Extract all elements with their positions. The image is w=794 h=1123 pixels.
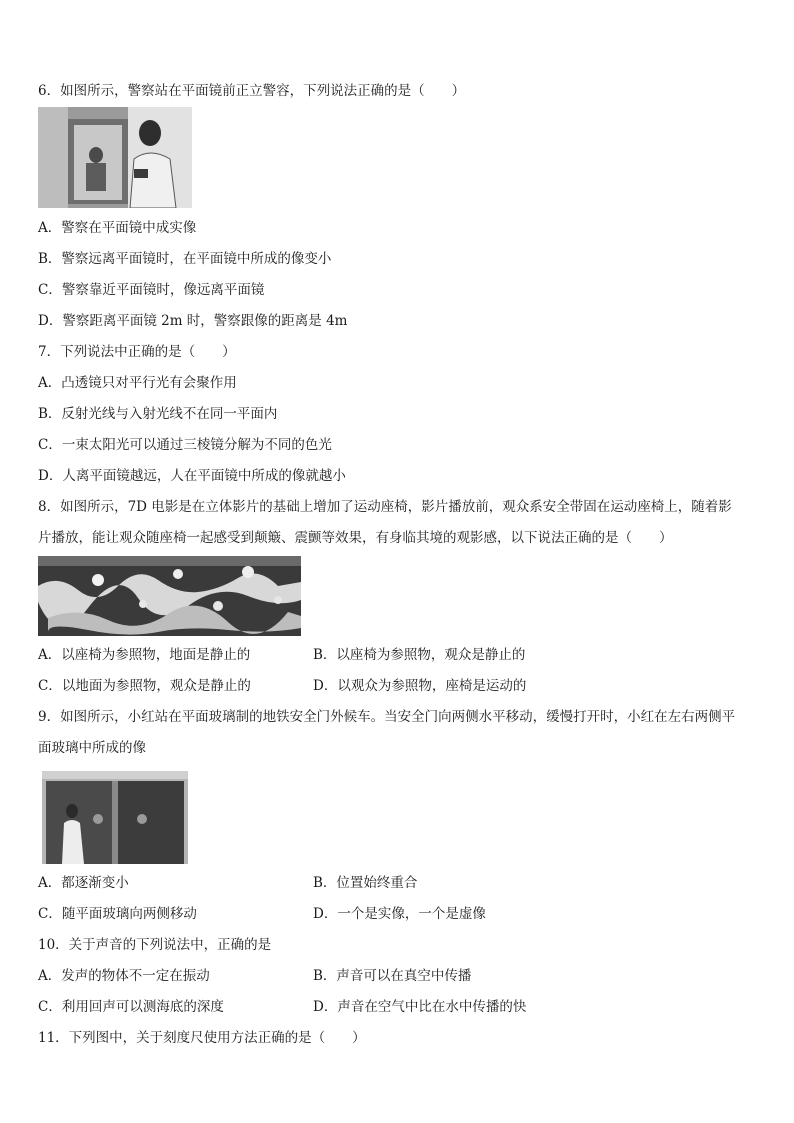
question-9-stem-line-1: 9．如图所示，小红站在平面玻璃制的地铁安全门外候车。当安全门向两侧水平移动，缓慢打开时，小红在左右两侧平 — [38, 709, 736, 725]
q7-option-c: C．一束太阳光可以通过三棱镜分解为不同的色光 — [38, 437, 332, 453]
q9-option-b: B．位置始终重合 — [313, 875, 418, 891]
question-8-stem-line-2: 片播放，能让观众随座椅一起感受到颠簸、震颤等效果，有身临其境的观影感，以下说法正确的是（ ） — [38, 530, 673, 546]
question-6-stem: 6．如图所示，警察站在平面镜前正立警容，下列说法正确的是（ ） — [38, 83, 466, 99]
q7-option-b: B．反射光线与入射光线不在同一平面内 — [38, 406, 278, 422]
question-8-stem-line-1: 8．如图所示，7D 电影是在立体影片的基础上增加了运动座椅，影片播放前，观众系安全带固在运动座椅上，随着影 — [38, 499, 732, 515]
question-7-stem: 7．下列说法中正确的是（ ） — [38, 344, 236, 360]
q7-option-a: A．凸透镜只对平行光有会聚作用 — [38, 375, 237, 391]
cinema-seats-photo — [38, 556, 301, 636]
q10-option-d: D．声音在空气中比在水中传播的快 — [313, 999, 527, 1015]
q10-option-a: A．发声的物体不一定在振动 — [38, 968, 210, 984]
q8-option-a: A．以座椅为参照物，地面是静止的 — [38, 647, 251, 663]
subway-door-photo — [42, 771, 188, 864]
q8-option-c: C．以地面为参照物，观众是静止的 — [38, 678, 251, 694]
q9-option-a: A．都逐渐变小 — [38, 875, 129, 891]
q7-option-d: D．人离平面镜越远，人在平面镜中所成的像就越小 — [38, 468, 346, 484]
q9-option-c: C．随平面玻璃向两侧移动 — [38, 906, 197, 922]
q6-option-d: D．警察距离平面镜 2m 时，警察跟像的距离是 4m — [38, 313, 348, 329]
question-11-stem: 11．下列图中，关于刻度尺使用方法正确的是（ ） — [38, 1030, 366, 1046]
q10-option-b: B．声音可以在真空中传播 — [313, 968, 472, 984]
q8-option-d: D．以观众为参照物，座椅是运动的 — [313, 678, 527, 694]
police-mirror-photo — [38, 107, 192, 208]
q9-option-d: D．一个是实像，一个是虚像 — [313, 906, 486, 922]
q10-option-c: C．利用回声可以测海底的深度 — [38, 999, 224, 1015]
q8-option-b: B．以座椅为参照物，观众是静止的 — [313, 647, 526, 663]
question-10-stem: 10．关于声音的下列说法中，正确的是 — [38, 937, 272, 953]
question-9-stem-line-2: 面玻璃中所成的像 — [38, 740, 146, 756]
q6-option-c: C．警察靠近平面镜时，像远离平面镜 — [38, 282, 265, 298]
q6-option-b: B．警察远离平面镜时，在平面镜中所成的像变小 — [38, 251, 332, 267]
q6-option-a: A．警察在平面镜中成实像 — [38, 220, 197, 236]
